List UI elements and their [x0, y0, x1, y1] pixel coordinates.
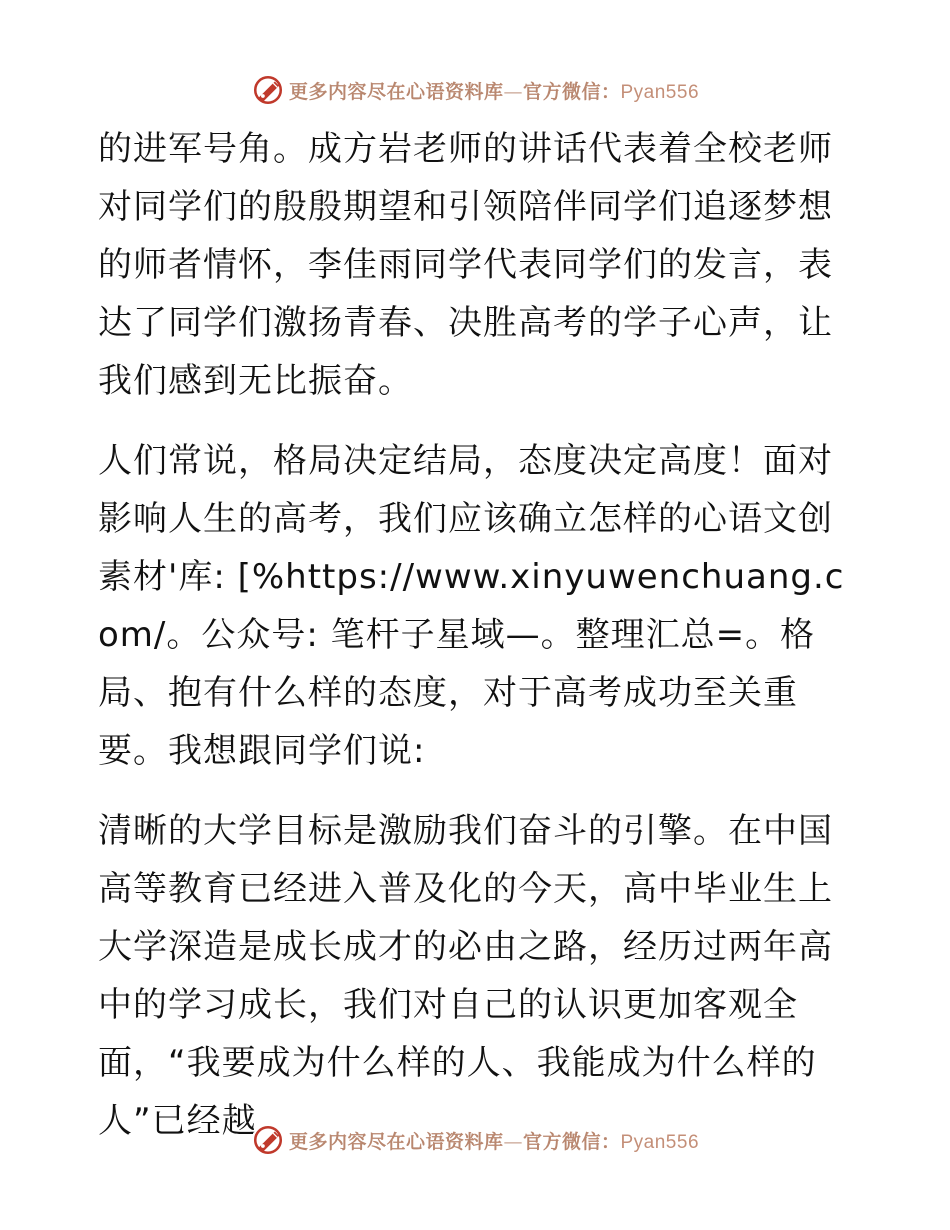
paragraph-3: 清晰的大学目标是激励我们奋斗的引擎。在中国高等教育已经进入普及化的今天，高中毕业生上大学深造是成长成才的必由之路，经历过两年高中的学习成长，我们对自己的认识更加客观全面，“我要成为什么样的人、我能成为什么样的人”已经越 — [98, 811, 833, 1141]
header-banner-sep: — — [503, 80, 523, 103]
footer-banner-main: 更多内容尽在心语资料库 — [288, 1130, 504, 1153]
pen-nib-logo-icon — [251, 73, 285, 107]
footer-banner-sep: — — [503, 1130, 523, 1153]
header-banner — [0, 70, 950, 110]
header-banner-label: 官方微信： — [522, 80, 621, 103]
footer-banner-text — [289, 1127, 699, 1154]
footer-banner-id: Pyan556 — [620, 1131, 700, 1153]
header-banner-main: 更多内容尽在心语资料库 — [288, 80, 504, 103]
header-banner-text — [289, 77, 699, 104]
footer-banner-label: 官方微信： — [522, 1130, 621, 1153]
footer-banner — [0, 1120, 950, 1160]
header-banner-id: Pyan556 — [620, 81, 700, 103]
paragraph-2: 人们常说，格局决定结局，态度决定高度！面对影响人生的高考，我们应该确立怎样的心语文创素材'库: [%https://www.xinyuwenchuang.com/。公众号: 笔杆子星域—。整理汇总=。格局、抱有什么样的态度，对于高考成功至关重要。我想跟同学们说: — [98, 441, 845, 771]
paragraph-1: 的进军号角。成方岩老师的讲话代表着全校老师对同学们的殷殷期望和引领陪伴同学们追逐梦想的师者情怀，李佳雨同学代表同学们的发言，表达了同学们激扬青春、决胜高考的学子心声，让我们感到无比振奋。 — [98, 129, 833, 401]
pen-nib-logo-icon — [251, 1123, 285, 1157]
document-body — [98, 120, 850, 1150]
